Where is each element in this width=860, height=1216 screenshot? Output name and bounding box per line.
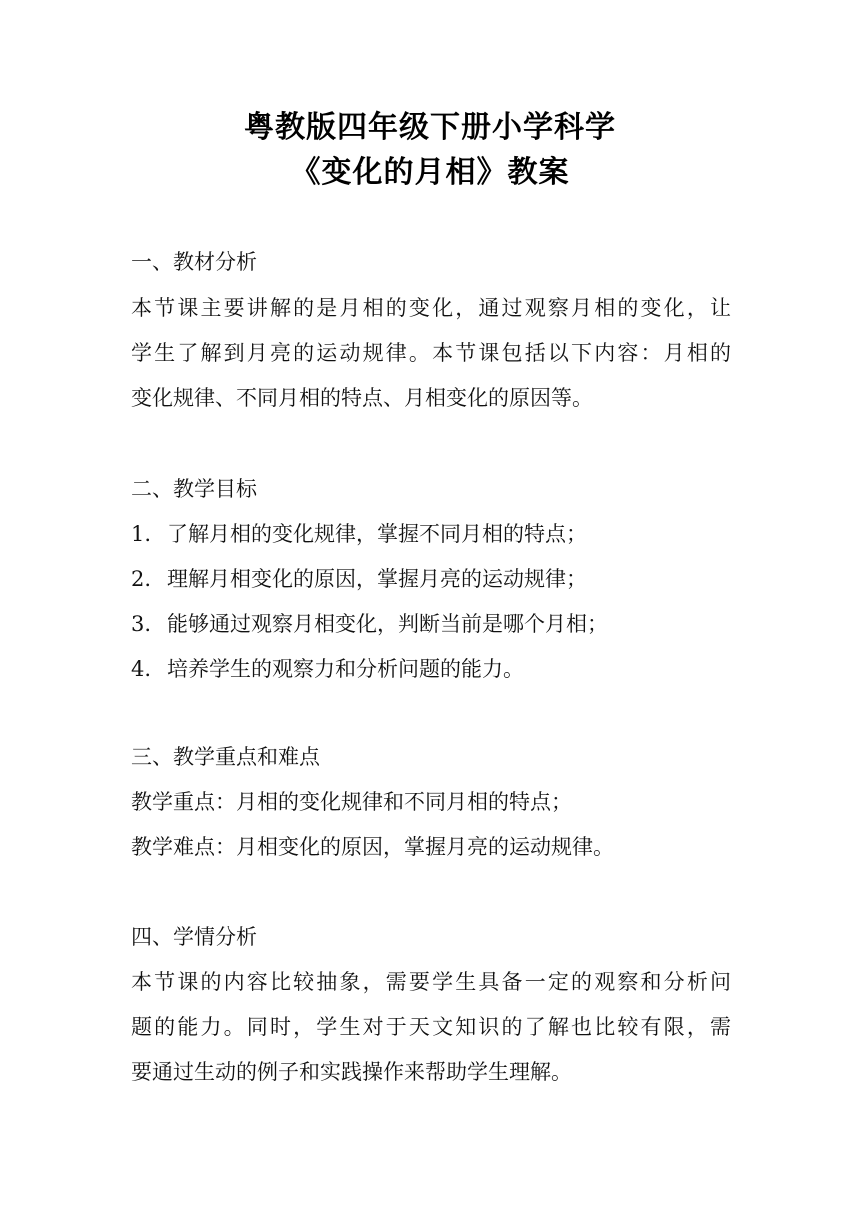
list-item-text: 理解月相变化的原因，掌握月亮的运动规律； [167,567,587,591]
section-paragraph-line: 要通过生动的例子和实践操作来帮助学生理解。 [131,1060,572,1084]
section-heading-key-points: 三、教学重点和难点 [131,745,320,769]
section-paragraph-line: 本节课主要讲解的是月相的变化，通过观察月相的变化，让 [131,296,731,320]
document-title-line-2: 《变化的月相》教案 [290,155,570,190]
section-paragraph-line: 变化规律、不同月相的特点、月相变化的原因等。 [131,386,593,410]
list-item-text: 了解月相的变化规律，掌握不同月相的特点； [167,522,587,546]
list-item-number: 1. [131,522,152,546]
list-item-text: 培养学生的观察力和分析问题的能力。 [167,657,524,681]
section-paragraph-line: 学生了解到月亮的运动规律。本节课包括以下内容：月相的 [131,341,731,365]
list-item-number: 3. [131,612,152,636]
list-item [131,609,731,639]
section-heading-learner-analysis: 四、学情分析 [131,925,257,949]
list-item [131,654,731,684]
document-title-line-1: 粤教版四年级下册小学科学 [244,110,616,145]
section-paragraph-line: 本节课的内容比较抽象，需要学生具备一定的观察和分析问 [131,970,731,994]
section-paragraph-line: 题的能力。同时，学生对于天文知识的了解也比较有限，需 [131,1015,731,1039]
section-heading-teaching-goals: 二、教学目标 [131,477,257,501]
list-item-number: 2. [131,567,152,591]
list-item-number: 4. [131,657,152,681]
section-paragraph-line: 教学重点：月相的变化规律和不同月相的特点； [131,790,572,814]
list-item [131,519,731,549]
section-heading-textbook-analysis: 一、教材分析 [131,250,257,274]
list-item [131,564,731,594]
list-item-text: 能够通过观察月相变化，判断当前是哪个月相； [167,612,608,636]
section-paragraph-line: 教学难点：月相变化的原因，掌握月亮的运动规律。 [131,835,614,859]
